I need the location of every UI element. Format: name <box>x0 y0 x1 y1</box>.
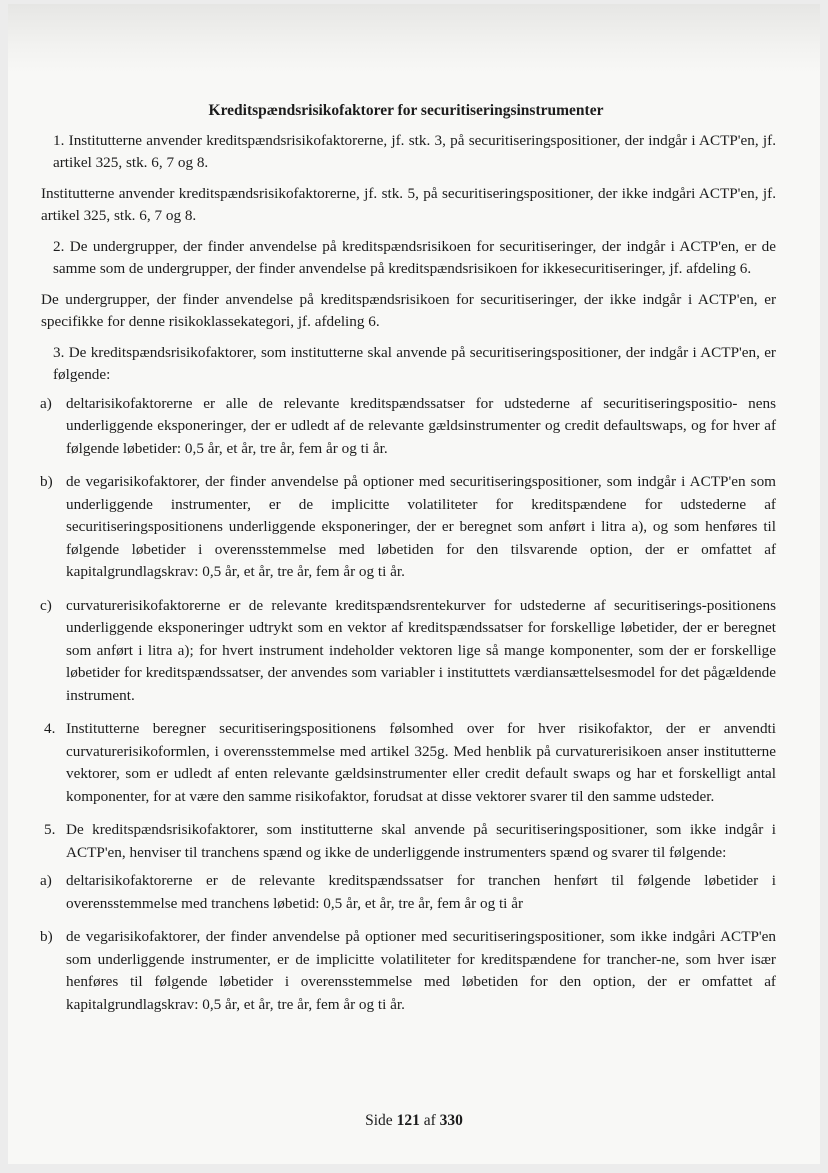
page-footer <box>8 1112 820 1130</box>
footer-middle: af <box>423 1112 436 1129</box>
list-item-text: curvaturerisikofaktorerne er de relevante kreditspændsrentekurver for udstederne af securitiserings-positionens underliggende eksponeringer udtrykt som en vektor af kreditspændssatser for forskellige løbetider, der er beregnet som anført i litra a); for hvert instrument indeholder vektoren lige så mange komponenter, som der er forskellige løbetider for kreditspændssatser, der anvendes som variabler i instituttets værdiansættelsesmodel for det pågældende instrument. <box>66 596 776 704</box>
list-item <box>36 471 776 584</box>
list-item-label: c) <box>40 596 52 614</box>
list-item-label: b) <box>40 928 53 945</box>
paragraph-2: 2. De undergrupper, der finder anvendelse på kreditspændsrisikoen for securitiseringer, der indgår i ACTP'en, er de samme som de undergrupper, der finder anvendelse på kreditspændsrisikoen for ikkesecuritiseringer, jf. afdeling 6. <box>53 237 776 277</box>
numbered-item-label: 5. <box>44 821 56 838</box>
paragraph-2b: De undergrupper, der finder anvendelse på kreditspændsrisikoen for securitiseringer, der ikke indgår i ACTP'en, er specifikke for denne risikoklassekategori, jf. afdeling 6. <box>41 290 776 330</box>
numbered-item-text: De kreditspændsrisikofaktorer, som institutterne skal anvende på securitiseringspositioner, som ikke indgår i ACTP'en, henviser til tranchens spænd og ikke de underliggende instrumenters spænd og svarer til følgende: <box>66 821 776 861</box>
numbered-item-label: 4. <box>44 720 56 737</box>
list-item-text: de vegarisikofaktorer, der finder anvendelse på optioner med securitiseringspositioner, som ikke indgåri ACTP'en som underliggende instrumenter, er de implicitte volatiliteter for kreditspændene for trancher-ne, som hver især henføres til følgende løbetider i overensstemmelse med løbetiden for den option, der er omfattet af kapitalgrundlagskrav: 0,5 år, et år, tre år, fem år og ti år. <box>66 928 776 1013</box>
list-item-label: a) <box>40 394 52 412</box>
scan-shading <box>8 4 820 74</box>
footer-total-pages: 330 <box>439 1112 463 1129</box>
paragraph-1b: Institutterne anvender kreditspændsrisikofaktorerne, jf. stk. 5, på securitiseringspositioner, der ikke indgåri ACTP'en, jf. artikel 325, stk. 6, 7 og 8. <box>41 184 776 224</box>
document-page <box>8 4 820 1164</box>
paragraph-1: 1. Institutterne anvender kreditspændsrisikofaktorerne, jf. stk. 3, på securitiseringspositioner, der indgår i ACTP'en, jf. artikel 325, stk. 6, 7 og 8. <box>53 131 776 171</box>
list-item <box>36 595 776 708</box>
list-item <box>36 870 776 915</box>
section-title: Kreditspændsrisikofaktorer for securitiseringsinstrumenter <box>208 102 604 119</box>
numbered-item-5 <box>36 819 776 864</box>
list-item <box>36 926 776 1016</box>
list-item-text: deltarisikofaktorerne er alle de relevante kreditspændssatser for udstederne af securitiseringspositio- nens underliggende eksponeringer, der er udledt af de relevante gældsinstrumenter og credit defaultswaps, og for hver af følgende løbetider: 0,5 år, et år, tre år, fem år og ti år. <box>66 394 776 457</box>
footer-current-page: 121 <box>396 1112 420 1129</box>
numbered-item-text: Institutterne beregner securitiseringspositionens følsomhed over for hver risikofaktor, der er anvendti curvaturerisikoformlen, i overensstemmelse med artikel 325g. Med henblik på curvaturerisikoen anser institutterne vektorer, som er udledt af enten relevante gældsinstrumenter eller credit default swaps og har et forskelligt antal komponenter, for at være den samme risikofaktor, forudsat at disse vektorer svarer til den samme udsteder. <box>66 720 776 805</box>
numbered-item-4 <box>36 718 776 808</box>
list-item <box>36 393 776 461</box>
list-item-text: de vegarisikofaktorer, der finder anvendelse på optioner med securitiseringspositioner, som indgår i ACTP'en som underliggende instrumenter, er de implicitte volatiliteter for kreditspændene for udstederne af securitiseringspositionens underliggende eksponeringer, der er beregnet som anført i litra a), og som henføres til følgende løbetider i overensstemmelse med løbetiden for den tilsvarende option, der er omfattet af kapitalgrundlagskrav: 0,5 år, et år, tre år, fem år og ti år. <box>66 473 776 580</box>
footer-prefix: Side <box>365 1112 393 1129</box>
list-item-text: deltarisikofaktorerne er de relevante kreditspændssatser for tranchen henført til følgende løbetider i overensstemmelse med tranchens løbetid: 0,5 år, et år, tre år, fem år og ti år <box>66 872 776 912</box>
page-content <box>36 100 776 1027</box>
list-item-label: a) <box>40 872 52 889</box>
paragraph-3: 3. De kreditspændsrisikofaktorer, som institutterne skal anvende på securitiseringspositioner, der indgår i ACTP'en, er følgende: <box>53 343 776 383</box>
list-item-label: b) <box>40 473 53 490</box>
